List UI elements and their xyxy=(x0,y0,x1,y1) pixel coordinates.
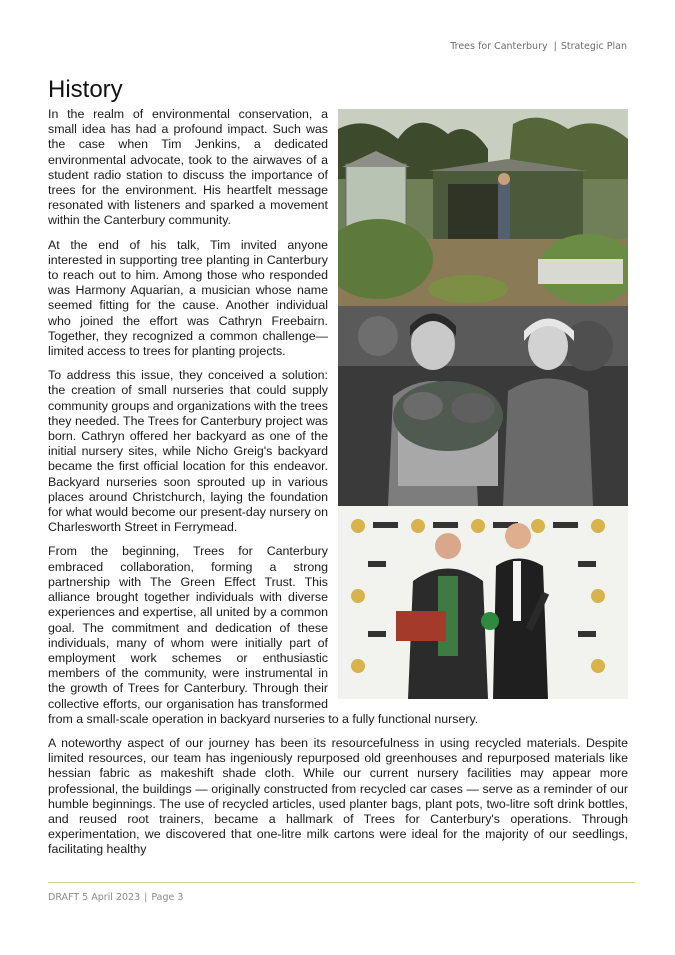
paragraph-5: A noteworthy aspect of our journey has been its resourcefulness in using recycled materials. Despite limited resources, our team has ingeniously repurposed old greenhouses and repurposed materials like hessian fabric as makeshift shade cloth. While our current nursery facilities may appear more professional, the buildings — originally constructed from recycled car cases — serve as a reminder of our humble beginnings. The use of recycled articles, used planter bags, plant pots, two-litre soft drink bottles, and reused root trainers, became a hallmark of Trees for Canterbury's operations. Through experimentation, we discovered that one-litre milk cartons were ideal for the majority of our seedlings, facilitating healthy xyxy=(48,735,628,857)
header-document: Strategic Plan xyxy=(560,41,627,52)
footer-page-number: Page 3 xyxy=(151,892,184,903)
header-organisation: Trees for Canterbury xyxy=(450,41,548,52)
paragraph-2: At the end of his talk, Tim invited anyone interested in supporting tree planting in Canterbury to reach out to him. Among those who responded was Harmony Aquarian, a musician whose name seemed fitting for the cause. Another individual who joined the effort was Cathryn Freebairn. Together, they recognized a common challenge—limited access to trees for planting projects. xyxy=(48,237,328,359)
footer-separator: | xyxy=(144,892,148,903)
running-header xyxy=(450,41,627,52)
header-separator: | xyxy=(553,41,557,52)
page-footer xyxy=(48,892,183,903)
footer-rule xyxy=(48,882,635,883)
footer-status: DRAFT 5 April 2023 xyxy=(48,892,141,903)
photo-column xyxy=(338,109,628,699)
photo-award-ceremony xyxy=(338,506,628,699)
paragraph-1: In the realm of environmental conservation, a small idea has had a profound impact. Such was the case when Tim Jenkins, a dedicated environmental advocate, took to the airwaves of a student radio station to discuss the importance of trees for the environment. His heartfelt message resonated with listeners and sparked a movement within the Canterbury community. xyxy=(48,107,328,228)
paragraph-3: To address this issue, they conceived a solution: the creation of small nurseries that could supply community groups and organizations with the trees they needed. The Trees for Canterbury project was born. Cathryn offered her backyard as one of the initial nursery sites, while Nicho Greig's backyard became the first official location for this endeavor. Backyard nurseries soon sprouted up in various places around Christchurch, laying the foundation for what would become our present-day nursery on Charlesworth Street in Ferrymead. xyxy=(48,368,328,535)
paragraph-4: From the beginning, Trees for Canterbury embraced collaboration, forming a strong partnership with The Green Effect Trust. This alliance brought together individuals with diverse experiences and expertise, all united by a common goal. The commitment and dedication of these individuals, many of whom were initially part of employment work schemes or enthusiastic members of the community, were instrumental in the growth of Trees for Canterbury. Through their collective efforts, our organisation has transformed from a small-scale operation in backyard nurseries to a fully functional nursery. xyxy=(48,544,479,726)
photo-founders-black-and-white xyxy=(338,306,628,506)
body-text xyxy=(48,107,628,867)
photo-backyard-nursery xyxy=(338,109,628,306)
page-title: History xyxy=(48,76,123,103)
